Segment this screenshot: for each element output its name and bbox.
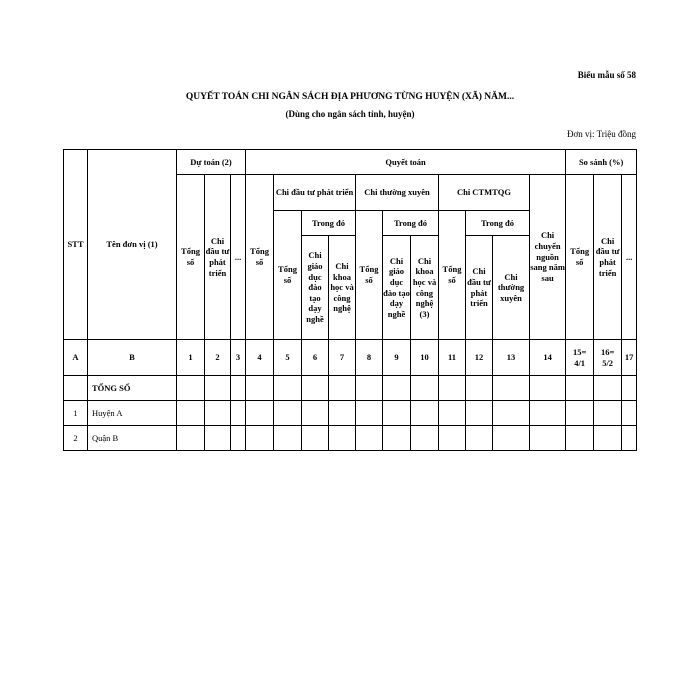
column-index-cell: 12 — [466, 340, 493, 376]
column-index-cell: 4 — [246, 340, 274, 376]
header-compare-total: Tổng số — [566, 175, 594, 340]
header-ctmtqg-of-which: Trong đó — [466, 211, 530, 236]
column-index-cell: 3 — [231, 340, 246, 376]
header-recurrent-education: Chi giáo dục đào tạo dạy nghề — [383, 236, 411, 340]
table-row — [64, 426, 637, 451]
column-index-cell: A — [64, 340, 88, 376]
column-index-cell: 7 — [329, 340, 356, 376]
column-index-cell: 13 — [493, 340, 530, 376]
report-subtitle: (Dùng cho ngân sách tỉnh, huyện) — [285, 109, 415, 119]
header-recurrent-group: Chi thường xuyên — [356, 175, 439, 211]
header-unit-name: Tên đơn vị (1) — [88, 150, 177, 340]
header-dev-group: Chi đầu tư phát triển — [274, 175, 356, 211]
header-dev-science: Chi khoa học và công nghệ — [329, 236, 356, 340]
header-compare: So sánh (%) — [566, 150, 637, 175]
header-estimate-dev: Chi đầu tư phát triển — [205, 175, 231, 340]
header-estimate-ellipsis: ... — [231, 175, 246, 340]
column-index-cell: 6 — [302, 340, 329, 376]
column-index-cell: 16= 5/2 — [594, 340, 622, 376]
header-stt: STT — [64, 150, 88, 340]
header-recurrent-of-which: Trong đó — [383, 211, 439, 236]
row-stt: 1 — [64, 401, 88, 426]
header-settlement-total: Tổng số — [246, 175, 274, 340]
column-index-cell: 10 — [411, 340, 439, 376]
column-index-cell: 8 — [356, 340, 383, 376]
column-index-cell: 1 — [177, 340, 205, 376]
column-index-cell: B — [88, 340, 177, 376]
header-recurrent-science: Chi khoa học và công nghệ (3) — [411, 236, 439, 340]
header-carryover: Chi chuyển nguồn sang năm sau — [530, 175, 566, 340]
table-row — [64, 401, 637, 426]
row-unit-name: Quận B — [88, 426, 177, 451]
form-number: Biểu mẫu số 58 — [577, 70, 636, 80]
header-settlement: Quyết toán — [246, 150, 566, 175]
report-title: QUYẾT TOÁN CHI NGÂN SÁCH ĐỊA PHƯƠNG TỪNG HUYỆN (XÃ) NĂM... — [185, 92, 515, 102]
header-estimate: Dự toán (2) — [177, 150, 246, 175]
row-stt: 2 — [64, 426, 88, 451]
column-index-cell: 11 — [439, 340, 466, 376]
header-estimate-total: Tổng số — [177, 175, 205, 340]
header-dev-total: Tổng số — [274, 211, 302, 340]
column-index-cell: 17 — [622, 340, 637, 376]
header-compare-dev: Chi đầu tư phát triển — [594, 175, 622, 340]
header-dev-of-which: Trong đó — [302, 211, 356, 236]
column-index-cell: 5 — [274, 340, 302, 376]
column-index-cell: 9 — [383, 340, 411, 376]
settlement-table — [63, 149, 637, 451]
header-recurrent-total: Tổng số — [356, 211, 383, 340]
total-row — [64, 376, 637, 401]
header-ctmtqg: Chi CTMTQG — [439, 175, 530, 211]
column-index-row — [64, 340, 637, 376]
total-label: TỔNG SỐ — [88, 376, 177, 401]
header-ctmtqg-dev: Chi đầu tư phát triển — [466, 236, 493, 340]
header-compare-ellipsis: ... — [622, 175, 637, 340]
header-ctmtqg-total: Tổng số — [439, 211, 466, 340]
column-index-cell: 2 — [205, 340, 231, 376]
column-index-cell: 15= 4/1 — [566, 340, 594, 376]
row-unit-name: Huyện A — [88, 401, 177, 426]
unit-label: Đơn vị: Triệu đồng — [566, 129, 636, 139]
column-index-cell: 14 — [530, 340, 566, 376]
header-ctmtqg-recurrent: Chi thường xuyên — [493, 236, 530, 340]
header-dev-education: Chi giáo dục đào tạo dạy nghề — [302, 236, 329, 340]
